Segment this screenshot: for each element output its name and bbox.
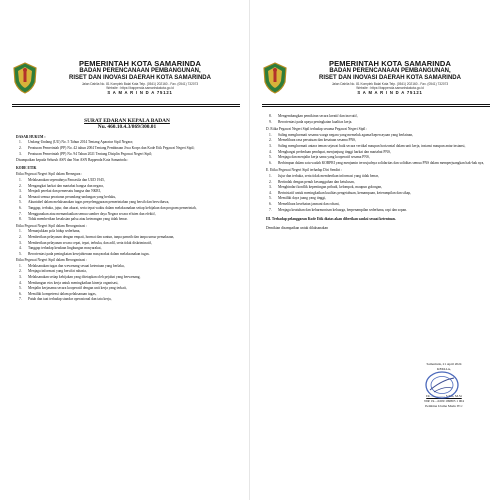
list-item-text: Peraturan Pemerintah (PP) No. 42 tahun 2004 Tentang Pembinaan Jiwa Korps dan Kode Etik Pegawai Negeri Sipil; [28,146,195,150]
kode-etik-heading: KODE ETIK [16,165,37,170]
signature-block [402,362,486,409]
list-item [16,217,238,223]
list-item-number: 5. [269,155,272,160]
list-item-text: Berhimpun dalam satu wadah KORPRI yang menjamin terwujudnya solidaritas dan soliditas semua PNS dalam memperjuangkan hak-hak nya, [278,160,485,165]
list-item-text: Menghindari konflik kepentingan pribadi, kelompok, maupun golongan, [278,185,383,190]
signatory-name: Dr. ..............., S.Sos, M.Si [426,394,462,398]
agency-name-line-2: RISET DAN INOVASI DAERAH KOTA SAMARINDA [69,75,211,81]
list-item-number: 3. [19,189,22,194]
letterhead [254,60,496,108]
agency-city: S A M A R I N D A 75121 [357,90,423,95]
agency-address: Jalan Dahlia No. 81 Komplek Balai Kota Telp. (0541) 202160 - Fax. (0541) 732073 [331,82,449,86]
government-name: PEMERINTAH KOTA SAMARINDA [79,59,201,68]
list-item-number: 1. [269,132,272,137]
list-item-text: Saling menghormati antara teman sejawat baik secara vertikal maupun horizontal dalam unit kerja, instansi maupun antar instansi, [278,143,466,148]
list-item-number: 7. [19,297,22,302]
list-item-number: 1. [19,177,22,182]
list-item-number: 9. [269,119,272,124]
list-item-number: 1. [269,173,272,178]
letterhead-text [290,60,490,95]
agency-name-line-1: BADAN PERENCANAAN PEMBANGUNAN, [329,68,451,74]
section-a-heading: Etika Pegawai Negeri Sipil dalam Bernegara : [16,172,83,177]
agency-address: Jalan Dahlia No. 81 Komplek Balai Kota Telp. (0541) 202160 - Fax. (0541) 732073 [81,82,199,86]
list-item-text: Mengembangkan pemikiran secara kreatif dan inovatif, [278,114,358,118]
list-item-text: Bertindak dengan penuh kesungguhan dan ketulusan, [278,179,355,184]
letter-number: Nu. 460.10.4.3/869/300.01 [97,124,157,131]
letterhead-rule [12,104,240,107]
list-item [16,152,238,158]
list-item-number: 5. [19,200,22,205]
letterhead-rule [262,104,490,107]
list-item-text: Menjaga dan menjalin kerja sama yang kooperatif sesama PNS, [278,155,370,160]
section-d-heading: D. Etika Pegawai Negeri Sipil terhadap sesama Pegawai Negeri Sipil : [266,127,368,132]
section-e-list [266,174,488,213]
agency-city: S A M A R I N D A 75121 [107,90,173,95]
list-item-text: Patuh dan taat terhadap standar operasional dan tata kerja, [28,297,112,302]
signatory-nip: NIP. 19....0209 199803 1 004 [424,399,464,403]
list-item-text: Melaksanakan setiap kebijakan yang ditetapkan oleh pejabat yang berwenang, [28,275,141,280]
list-item-number: 6. [19,205,22,210]
section-b-list [16,229,238,257]
list-item-text: Memelihara kesehatan jasmani dan rohani, [278,201,340,206]
list-item-number: 6. [269,160,272,165]
list-item-number: 7. [269,207,272,212]
list-item-number: 4. [19,194,22,199]
list-item-text: Menghargai perbedaan pendapat, menjunjung tinggi harkat dan martabat PNS, [278,149,391,154]
letterhead-text [40,60,240,95]
list-item-text: Menjaga informasi yang bersifat rahasia, [28,269,87,274]
agency-website: Website : https://bappenda.samarindakota.go.id [106,86,174,90]
list-item-text: Mengangkat harkat dan martabat bangsa dan negara, [28,183,104,188]
list-item-number: 3. [269,185,272,190]
list-item-number: 1. [19,140,22,145]
list-item-number: 4. [269,149,272,154]
list-item-number: 2. [19,183,22,188]
list-item-text: Menjadi perekat dan pemersatu bangsa dan NKRI, [28,189,101,194]
list-item-number: 2. [269,138,272,143]
list-item-text: Jujur dan terbuka, serta tidak memberikan informasi yang tidak benar, [278,173,379,178]
list-item-text: Menjaga keutuhan dan keharmonisan keluarga, berpenampilan sederhana, rapi dan sopan. [278,207,408,212]
list-item-number: 5. [19,286,22,291]
document-page-1 [4,0,246,500]
list-item [16,297,238,303]
list-item-text: Saling menghormati sesama warga negara yang memeluk agama/kepercayaan yang berlainan, [278,132,414,137]
list-item-text: Tidak memberikan kesaksian palsu atau keterangan yang tidak benar. [28,217,128,222]
list-item-number: 1. [19,263,22,268]
agency-website: Website : https://bappenda.samarindakota.go.id [356,86,424,90]
list-item-text: Memelihara rasa persatuan dan kesatuan sesama PNS, [278,138,356,143]
list-item-text: Menjalin kerjasama secara kooperatif dengan unit kerja yang terkait, [28,286,127,291]
list-item-number: 5. [19,251,22,256]
letterhead [4,60,246,108]
list-item-number: 3. [19,240,22,245]
section-e-heading: E. Etika Pegawai Negeri Sipil terhadap Diri Sendiri : [266,168,343,173]
list-item-number: 3. [19,275,22,280]
list-item-text: Membangun etos kerja untuk meningkatkan kinerja organisasi, [28,280,119,285]
signatory-rank: Pembina Utama Muda IV/c [425,404,463,408]
list-item-number: 4. [19,280,22,285]
list-item [266,120,488,126]
list-item-number: 2. [269,179,272,184]
city-emblem-icon [12,62,38,94]
list-item-number: 6. [269,201,272,206]
list-item-text: Menunjukkan pola hidup sederhana, [28,229,81,234]
list-item-text: Tanggap terhadap keadaan lingkungan masyarakat, [28,246,102,251]
list-item-text: Memberikan pelayanan dengan empati, hormat dan santun, tanpa pamrih dan tanpa unsur pemaksaan, [28,234,175,239]
page-divider [249,0,250,500]
section-c-list-continued [266,114,488,125]
list-item [266,161,488,167]
signature-place-date: Samarinda, 21 April 2024 [426,362,462,366]
list-item-number: 4. [269,190,272,195]
sanction-statement: III. Terhadap pelanggaran Kode Etik diatas akan diberikan sanksi sesuai ketentuan. [266,217,396,222]
list-item-text: Memberikan pelayanan secara cepat, tepat, terbuka, dan adil, serta tidak diskriminatif, [28,240,152,245]
signature-title: KEPALA, [437,367,451,371]
section-d-list [266,133,488,167]
official-stamp-icon [424,370,460,400]
list-item-number: 2. [19,234,22,239]
list-item-text: Menggunakan atau memanfaatkan semua sumber daya Negara secara efisien dan efektif, [28,211,156,216]
agency-name-line-1: BADAN PERENCANAAN PEMBANGUNAN, [79,68,201,74]
list-item-number: 5. [269,196,272,201]
list-item-text: Berorientasi pada peningkatan kesejahteraan masyarakat dalam melaksanakan tugas. [28,251,150,256]
agency-name-line-2: RISET DAN INOVASI DAERAH KOTA SAMARINDA [319,75,461,81]
list-item-number: 8. [269,114,272,118]
list-item-number: 3. [269,143,272,148]
list-item-number: 3. [19,151,22,156]
list-item-text: Tanggap, terbuka, jujur, dan akurat, serta tepat waktu dalam melaksanakan setiap kebijakan dan program pemerintah, [28,205,197,210]
list-item-text: Menaati semua peraturan perundang-undangan yang berlaku, [28,194,117,199]
list-item-text: Berinisiatif untuk meningkatkan kualitas pengetahuan, kemampuan, keterampilan dan sikap, [278,190,412,195]
list-item-text: Berorientasi pada upaya peningkatan kualitas kerja. [278,119,353,124]
document-page-2 [254,0,496,500]
legal-basis-list [16,140,238,157]
letter-title: SURAT EDARAN KEPALA BADAN [84,118,170,124]
section-a-list [16,178,238,223]
list-item-text: Peraturan Pemerintah (PP) No. 94 Tahun 2021 Tentang Disiplin Pegawai Negeri Sipil; [28,151,153,156]
section-c-list [16,264,238,303]
list-item-text: Akuntabel dalam melaksanakan tugas penyelenggaraan pemerintahan yang bersih dan berwibawa, [28,200,170,205]
list-item [266,208,488,214]
list-item-number: 2. [19,146,22,150]
government-name: PEMERINTAH KOTA SAMARINDA [329,59,451,68]
list-item-text: Melaksanakan tugas dan wewenang sesuai ketentuan yang berlaku, [28,263,125,268]
list-item-text: Memiliki kompetensi dalam pelaksanaan tugas, [28,291,97,296]
legal-basis-heading: DASAR HUKUM : [16,134,46,139]
page-2-body [266,114,488,231]
intro-text: Disampaikan kepada Seluruh ASN dan Non ASN Bappenda Kota Samarinda : [16,158,129,163]
closing-text: Demikian disampaikan untuk dilaksanakan [266,225,328,230]
list-item-number: 2. [19,269,22,274]
list-item-number: 4. [19,246,22,251]
page-1-body [16,118,238,303]
list-item-text: Undang-Undang (UU) No. 5 Tahun 2014 Tentang Aparatur Sipil Negara; [28,140,133,145]
section-b-heading: Etika Pegawai Negeri Sipil dalam Berorganisasi : [16,223,88,228]
list-item-number: 6. [19,291,22,296]
list-item-number: 8. [19,217,22,222]
list-item-text: Memiliki daya juang yang tinggi, [278,196,327,201]
list-item-text: Melaksanakan sepenuhnya Pancasila dan UUD 1945, [28,177,105,182]
section-c-heading: Etika Pegawai Negeri Sipil dalam Berorganisasi : [16,258,88,263]
list-item-number: 7. [19,211,22,216]
city-emblem-icon [262,62,288,94]
list-item-number: 1. [19,229,22,234]
list-item [16,252,238,258]
